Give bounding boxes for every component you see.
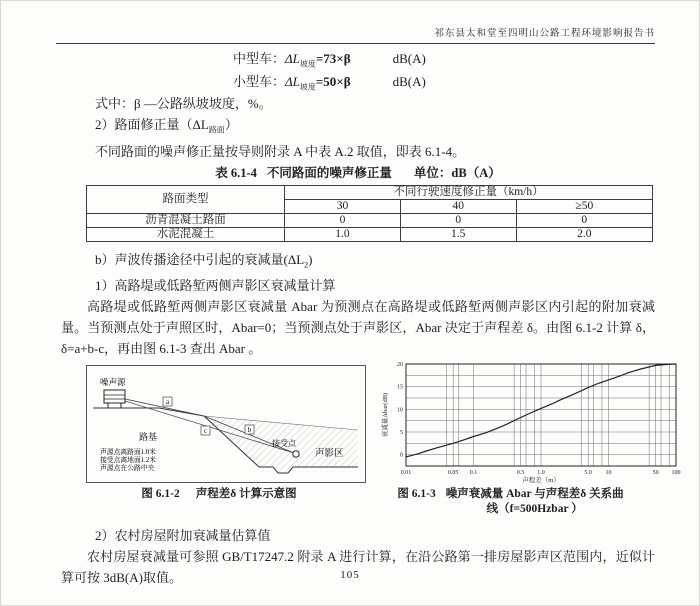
svg-text:c: c	[203, 427, 208, 436]
svg-text:b: b	[247, 426, 252, 435]
b-item-subscript: 2	[304, 260, 309, 270]
table-header-row-1	[87, 185, 653, 199]
roadbed-label: 路基	[139, 432, 158, 443]
item2-text: 2）路面修正量（ΔL	[95, 117, 209, 132]
svg-text:5: 5	[400, 430, 403, 437]
svg-text:10: 10	[397, 407, 403, 414]
page-content	[61, 47, 681, 588]
table-header-speed-40: 40	[400, 199, 516, 213]
diagram-note-1: 声源点离路面1.0米	[100, 449, 157, 457]
formula-where-line: 式中：β —公路纵坡坡度，%。	[95, 96, 272, 111]
svg-text:0.01: 0.01	[400, 470, 412, 477]
figure-captions	[86, 487, 655, 517]
svg-text:10: 10	[605, 470, 612, 477]
section-item2-heading	[61, 114, 655, 141]
formula-small-var: ΔL	[285, 74, 300, 89]
formula-medium-prefix: 中型车：	[233, 51, 286, 66]
formula-small-subscript: 坡度	[299, 82, 316, 92]
svg-text:a: a	[165, 398, 170, 407]
table-header-speed-group: 不同行驶速度修正量（km/h）	[285, 185, 653, 199]
document-header	[56, 25, 655, 44]
table-cell-value: 0	[516, 213, 652, 227]
table-title-number: 表 6.1-4	[215, 165, 257, 180]
svg-text:0.5: 0.5	[516, 470, 525, 477]
formula-small-unit: dB(A)	[392, 74, 426, 89]
formula-medium-subscript: 坡度	[299, 59, 316, 69]
receiver-point	[293, 451, 299, 457]
receiver-label: 接受点	[272, 439, 296, 449]
caption-right-line2: 线（f=500Hzbar ）	[486, 503, 583, 516]
svg-text:衰减量Abar(dB): 衰减量Abar(dB)	[382, 392, 389, 438]
svg-text:50: 50	[652, 470, 659, 477]
table-cell-type: 沥青混凝土路面	[87, 213, 285, 227]
item2-subscript: 路面	[208, 125, 225, 135]
table-title	[61, 163, 655, 183]
section-item2b-paragraph: 农村房屋衰减量可参照 GB/T17247.2 附录 A 进行计算，在沿公路第一排房屋影声区范围内，近似计算可按 3dB(A)取值。	[61, 549, 655, 586]
svg-text:0: 0	[400, 452, 403, 459]
svg-text:100: 100	[671, 470, 681, 477]
figure-path-difference-diagram	[86, 365, 366, 483]
svg-text:20: 20	[397, 362, 403, 369]
table-row	[87, 227, 653, 241]
figures-row	[86, 362, 681, 484]
diagram-note-3: 声源点在公路中央	[100, 465, 155, 473]
table-cell-type: 水泥混凝土	[87, 227, 285, 241]
noise-source-label: 噪声源	[100, 377, 126, 388]
label-b-box	[245, 425, 254, 434]
label-a-box	[163, 397, 172, 406]
svg-text:15: 15	[397, 384, 403, 391]
caption-right-number: 图 6.1-3	[397, 488, 436, 501]
caption-left-text: 声程差δ 计算示意图	[195, 488, 297, 501]
section-item2-desc: 不同路面的噪声修正量按导则附录 A 中表 A.2 取值，即表 6.1-4。	[95, 143, 466, 159]
table-title-unit: 单位：dB（A）	[413, 165, 501, 180]
section-b1-heading: 1）高路堤或低路堑两侧声影区衰减量计算	[95, 278, 336, 294]
caption-left-number: 图 6.1-2	[141, 488, 180, 501]
caption-right-text	[446, 487, 624, 517]
page-number: 105	[340, 569, 360, 581]
formula-small-vehicle	[61, 70, 655, 93]
caption-right-line1: 噪声衰减量 Abar 与声程差δ 关系曲	[445, 488, 624, 501]
item2-close: ）	[224, 117, 238, 132]
svg-text:5.0: 5.0	[584, 470, 592, 477]
table-header-speed-30: 30	[285, 199, 401, 213]
table-cell-value: 1.5	[400, 227, 516, 241]
noise-correction-table	[86, 185, 653, 242]
table-header-speed-50: ≥50	[516, 199, 652, 213]
svg-text:0.1: 0.1	[469, 470, 478, 477]
svg-text:声程差（m）: 声程差（m）	[522, 477, 560, 484]
formula-medium-unit: dB(A)	[392, 51, 426, 66]
diagram-note-2: 接受点离地面1.2米	[100, 457, 157, 465]
table-header-pavement-type: 路面类型	[87, 185, 285, 213]
formula-medium-eq: =73×β	[315, 51, 351, 66]
shadow-zone-label: 声影区	[315, 449, 344, 460]
formula-medium-vehicle	[61, 47, 655, 70]
table-cell-value: 0	[285, 213, 401, 227]
table-cell-value: 1.0	[285, 227, 401, 241]
caption-figure-6-1-2	[86, 487, 352, 517]
b-item-close: )	[308, 251, 313, 267]
diagram-svg	[87, 366, 363, 479]
abar-chart-svg	[380, 359, 682, 483]
document-header-title: 祁东县太和堂至四明山公路工程环境影响报告书	[434, 29, 655, 39]
formula-small-prefix: 小型车：	[233, 74, 286, 89]
label-c-box	[201, 426, 210, 435]
svg-text:1.0: 1.0	[537, 470, 545, 477]
svg-text:0.05: 0.05	[447, 470, 459, 477]
section-b-heading	[61, 249, 655, 276]
section-b1-paragraph: 高路堤或低路堑两侧声影区衰减量 Abar 为预测点在高路堤或低路堑两侧声影区内引起的附加衰减量。当预测点处于声照区时，Abar=0；当预测点处于声影区，Abar 决定于声程差 δ。由图 6.1-2 计算 δ，δ=a+b-c，再由图 6.1-3 查出 Abar 。	[61, 299, 655, 357]
table-row	[87, 213, 653, 227]
figure-abar-chart	[380, 359, 682, 483]
ground-line	[259, 467, 358, 473]
table-cell-value: 0	[400, 213, 516, 227]
noise-source-icon	[104, 390, 125, 408]
table-title-text: 不同路面的噪声修正量	[266, 165, 392, 180]
formula-medium-var: ΔL	[285, 51, 300, 66]
table-cell-value: 2.0	[516, 227, 652, 241]
section-item2b-heading: 2）农村房屋附加衰减量估算值	[95, 528, 271, 544]
caption-figure-6-1-3	[366, 487, 655, 517]
formula-small-eq: =50×β	[315, 74, 351, 89]
b-item-text: b）声波传播途径中引起的衰减量(ΔL	[95, 251, 305, 267]
